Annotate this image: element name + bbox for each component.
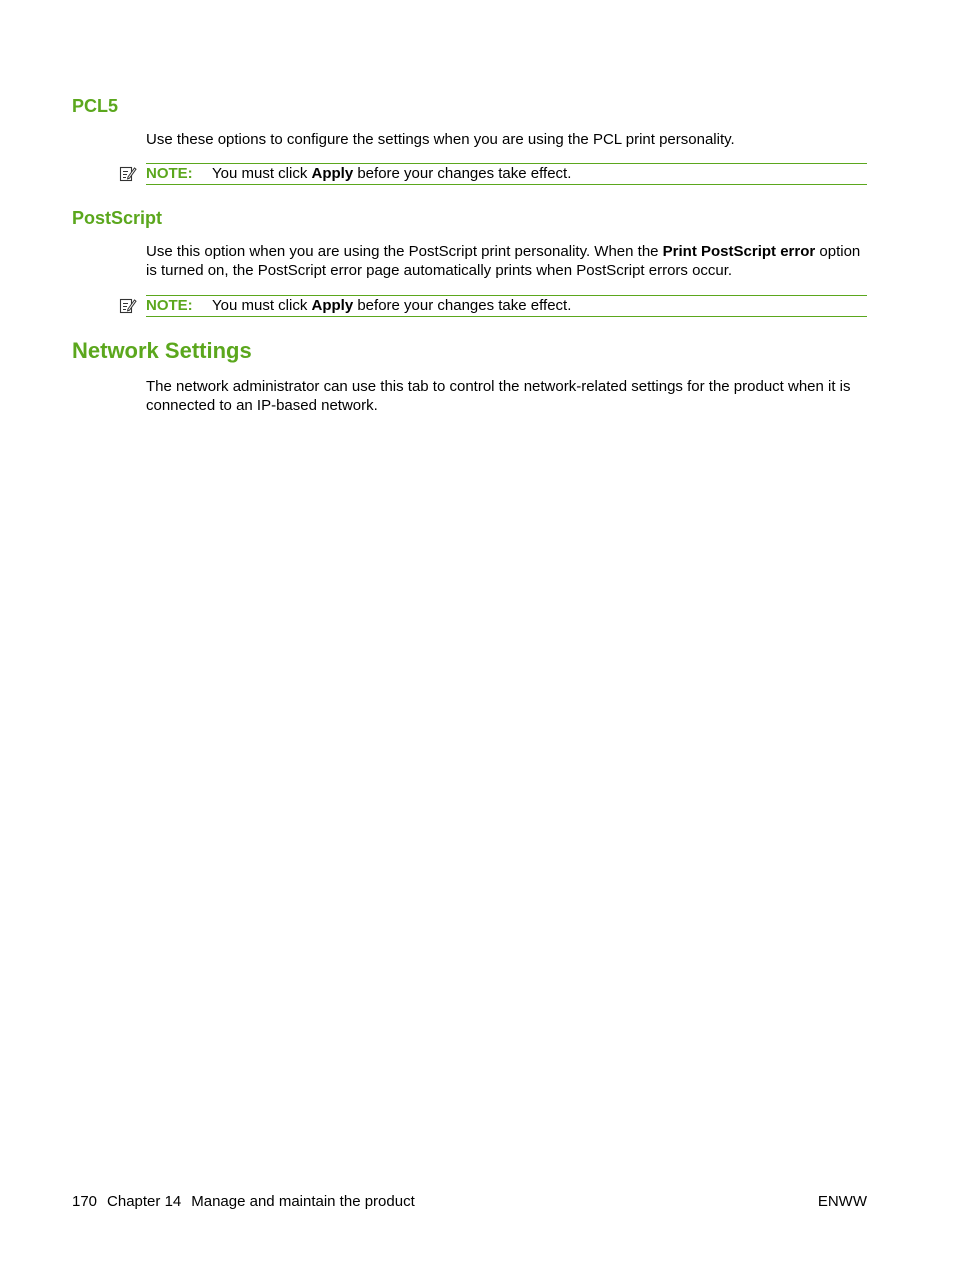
note-text: You must click Apply before your changes take effect.: [212, 165, 572, 182]
note-label: NOTE:: [146, 297, 193, 314]
postscript-body: Use this option when you are using the PostScript print personality. When the Print PostScript error option is turned on, the PostScript error page automatically prints when PostScript errors occur.: [146, 243, 861, 279]
network-body: The network administrator can use this tab to control the network-related settings for the product when it is connected to an IP-based network.: [146, 378, 851, 414]
note-pencil-icon: [119, 297, 137, 315]
page-footer-left: [72, 1192, 425, 1212]
page-footer-locale: ENWW: [817, 1193, 867, 1210]
page-number: 170: [72, 1193, 98, 1210]
chapter-title: Manage and maintain the product: [191, 1193, 415, 1210]
note-pcl5: [146, 163, 867, 185]
section-heading-pcl5: PCL5: [72, 96, 119, 116]
chapter-label: Chapter 14: [107, 1193, 182, 1210]
note-text: You must click Apply before your changes take effect.: [212, 297, 572, 314]
note-label: NOTE:: [146, 165, 193, 182]
section-heading-postscript: PostScript: [72, 208, 163, 228]
section-heading-network-settings: Network Settings: [72, 338, 252, 363]
note-pencil-icon: [119, 165, 137, 183]
note-postscript: [146, 295, 867, 317]
pcl5-body: Use these options to configure the settings when you are using the PCL print personality.: [146, 131, 735, 148]
